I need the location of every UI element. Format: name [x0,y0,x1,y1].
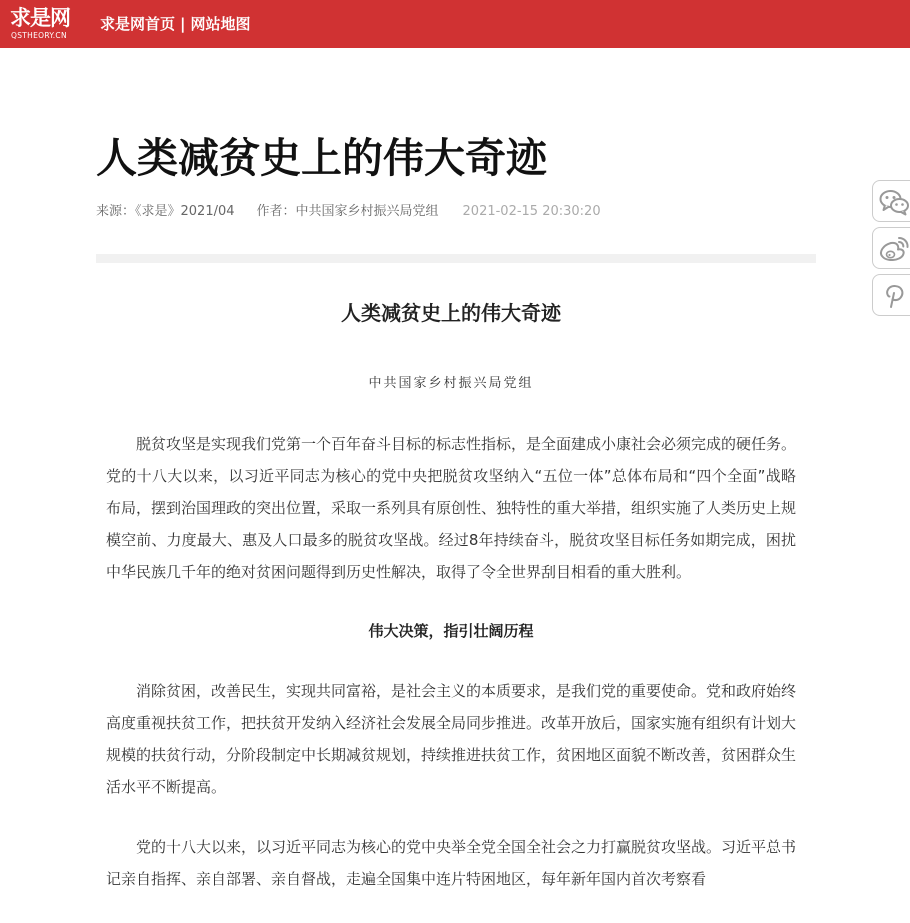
article-meta [96,202,601,222]
article-paragraph: 党的十八大以来，以习近平同志为核心的党中央举全党全国全社会之力打赢脱贫攻坚战。习近平总书记亲自指挥、亲自部署、亲自督战，走遍全国集中连片特困地区，每年新年国内首次考察看 [106,838,797,888]
page-title: 人类减贫史上的伟大奇迹 [96,134,547,182]
article-title: 人类减贫史上的伟大奇迹 [341,301,561,325]
article-paragraph: 脱贫攻坚是实现我们党第一个百年奋斗目标的标志性指标，是全面建成小康社会必须完成的硬任务。党的十八大以来，以习近平同志为核心的党中央把脱贫攻坚纳入“五位一体”总体布局和“四个全面”战略布局，摆到治国理政的突出位置，采取一系列具有原创性、独特性的重大举措，组织实施了人类历史上规模空前、力度最大、惠及人口最多的脱贫攻坚战。经过8年持续奋斗，脱贫攻坚目标任务如期完成，困扰中华民族几千年的绝对贫困问题得到历史性解决，取得了令全世界刮目相看的重大胜利。 [106,435,797,581]
meta-datetime: 2021-02-15 20:30:20 [462,204,601,219]
nav-sitemap-link[interactable]: 网站地图 [190,15,251,33]
top-bar [0,0,910,48]
nav-home-link[interactable]: 求是网首页 [100,15,176,33]
site-logo[interactable] [10,6,82,42]
wechat-icon [878,187,910,217]
weibo-icon [878,234,910,264]
meta-author: 作者：中共国家乡村振兴局党组 [256,204,439,219]
article-subheading: 伟大决策，指引壮阔历程 [368,622,534,640]
article-body [106,293,796,895]
pinterest-icon [878,281,910,311]
logo-text: 求是网 [10,6,70,30]
logo-domain: QSTHEORY.CN [11,31,67,40]
top-nav [100,12,251,36]
nav-separator: | [180,15,186,33]
meta-source: 来源：《求是》2021/04 [96,204,235,219]
divider [96,254,816,263]
article-paragraph: 消除贫困，改善民生，实现共同富裕，是社会主义的本质要求，是我们党的重要使命。党和政府始终高度重视扶贫工作，把扶贫开发纳入经济社会发展全局同步推进。改革开放后，国家实施有组织有计划大规模的扶贫行动，分阶段制定中长期减贫规划，持续推进扶贫工作，贫困地区面貌不断改善，贫困群众生活水平不断提高。 [106,682,797,796]
share-weibo-button[interactable] [872,227,910,269]
share-pinterest-button[interactable] [872,274,910,316]
article-author: 中共国家乡村振兴局党组 [368,376,534,391]
share-wechat-button[interactable] [872,180,910,222]
